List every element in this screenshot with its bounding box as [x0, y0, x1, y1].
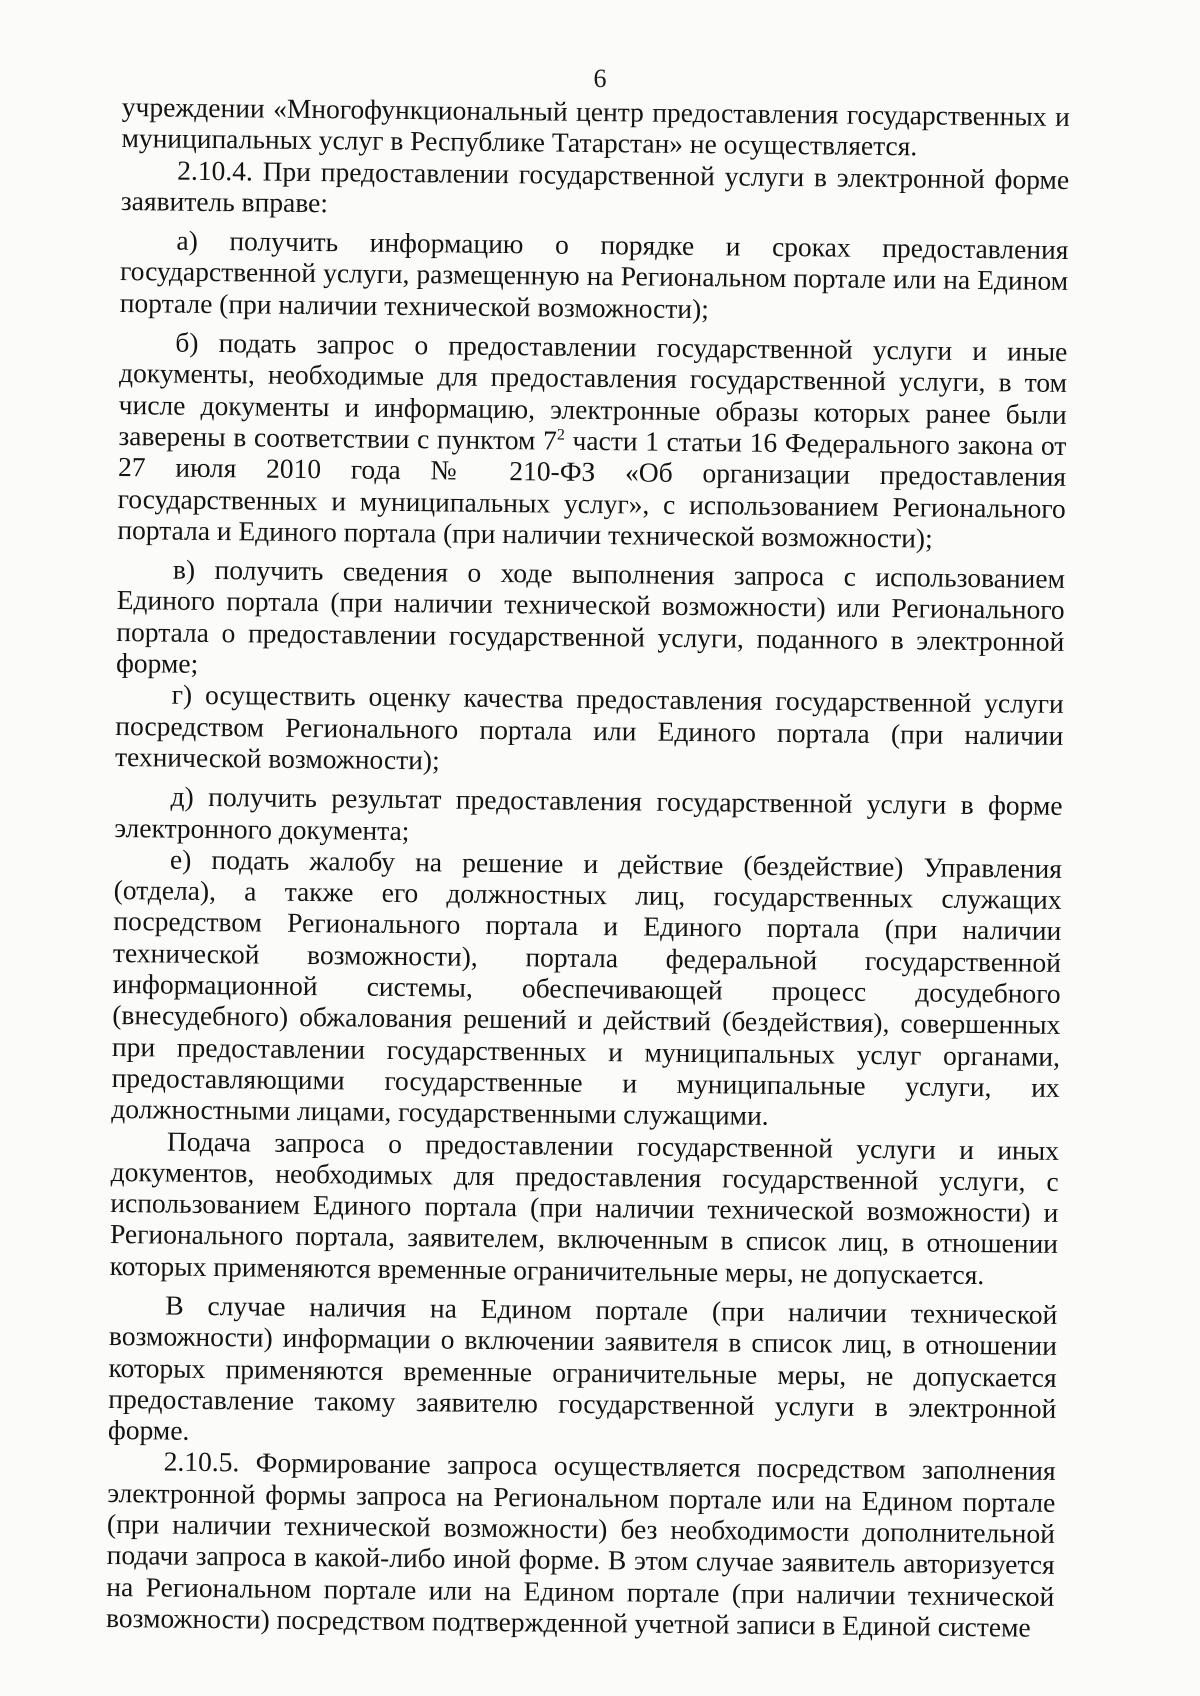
- paragraph-unified-portal-info: В случае наличия на Едином портале (при наличии технической возможности) информации о включении заявителя в список лиц, в отношении которых применяются временные ограничительные меры, не допускается предоставление такому заявителю государственной услуги в электронной форме.: [107, 1289, 1058, 1446]
- paragraph-request-restriction: Подача запроса о предоставлении государственной услуги и иных документов, необходимых для предоставления государственной услуги, с использованием Единого портала (при наличии технической возможности) и Регионального портала, заявителем, включенным в список лиц, в отношении которых применяются временные ограничительные меры, не допускается.: [109, 1125, 1060, 1290]
- paragraph-intro: учреждении «Многофункциональный центр предоставления государственных и муниципальных услуг в Республике Татарстан» не осуществляется.: [121, 91, 1070, 162]
- page-number: 6: [593, 64, 607, 93]
- document-body: [106, 91, 1070, 1643]
- superscript: 2: [556, 426, 566, 444]
- list-item-b: [117, 326, 1067, 555]
- list-item-g: г) осуществить оценку качества предоставления государственной услуги посредством Регионального портала или Единого портала (при наличии технической возможности);: [114, 678, 1064, 776]
- list-item-e: е) подать жалобу на решение и действие (бездействие) Управления (отдела), а также его должностных лиц, государственных служащих посредством Регионального портала и Единого портала (при наличии технической возможности), портала федеральной государственной информационной системы, обеспечивающей процесс досудебного (внесудебного) обжалования решений и действий (бездействия), совершенных при предоставлении государственных и муниципальных услуг органами, предоставляющими государственные и муниципальные услуги, их должностными лицами, государственными служащими.: [111, 843, 1063, 1132]
- list-item-d: д) получить результат предоставления государственной услуги в форме электронного документа;: [114, 780, 1063, 846]
- list-item-v: в) получить сведения о ходе выполнения запроса с использованием Единого портала (при наличии технической возможности) или Регионального портала о предоставлении государственной услуги, поданного в электронной форме;: [115, 553, 1066, 679]
- list-item-b-part1: б) подать запрос о предоставлении государственной услуги и иные документы, необходимые для предоставления государственной услуги, в том числе документы и информацию, электронные образы которых ранее были заверены в соответствии с пунктом 7: [118, 326, 1068, 456]
- paragraph-2-10-5: 2.10.5. Формирование запроса осуществляется посредством заполнения электронной формы запроса на Региональном портале или на Едином портале (при наличии технической возможности) без необходимости дополнительной подачи запроса в какой-либо иной форме. В этом случае заявитель авторизуется на Региональном портале или на Едином портале (при наличии технической возможности) посредством подтвержденной учетной записи в Единой системе: [105, 1446, 1056, 1643]
- paragraph-2-10-4: 2.10.4. При предоставлении государственной услуги в электронной форме заявитель вправе:: [120, 154, 1070, 219]
- list-item-b-part2: части 1 статьи 16 Федерального закона от 27 июля 2010 года № 210-ФЗ «Об организации предоставления государственных и муниципальных услуг», с использованием Регионального портала и Единого портала (при наличии технической возможности);: [117, 424, 1067, 554]
- list-item-a: а) получить информацию о порядке и сроках предоставления государственной услуги, размещенную на Региональном портале или на Едином портале (при наличии технической возможности);: [119, 224, 1069, 324]
